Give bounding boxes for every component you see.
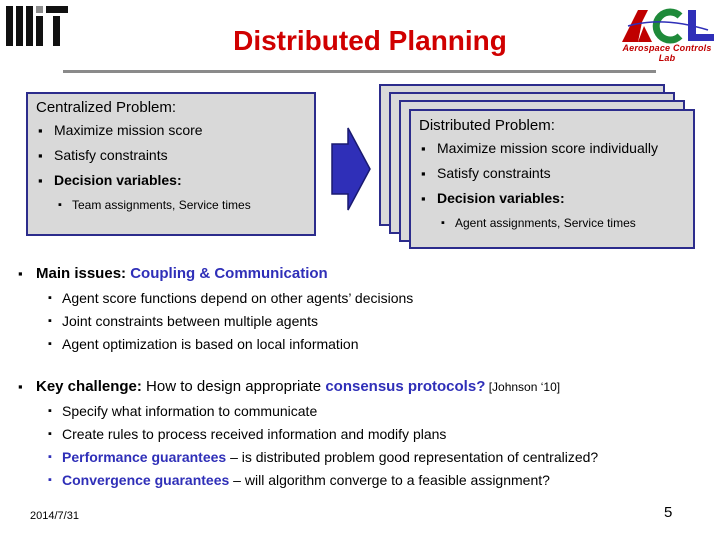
footer-date: 2014/7/31 (30, 510, 79, 522)
convergence-guarantee-label: Convergence guarantees (62, 472, 230, 488)
centralized-item: ▪ Satisfy constraints (36, 147, 306, 164)
distributed-item: ▪ Decision variables: (419, 190, 685, 207)
distributed-problem-box (409, 109, 695, 249)
main-issues-item: ▪ Joint constraints between multiple agents (18, 312, 708, 330)
centralized-sub-item: ▪ Team assignments, Service times (36, 197, 306, 214)
distributed-title: Distributed Problem: (419, 117, 555, 134)
distributed-item: ▪ Maximize mission score individually (419, 140, 685, 157)
title-divider (63, 70, 656, 73)
centralized-problem-box (26, 92, 316, 236)
convergence-guarantee-item (18, 471, 708, 489)
main-issues-highlight: Coupling & Communication (130, 265, 328, 282)
main-issues-bullet (18, 264, 708, 284)
performance-guarantee-label: Performance guarantees (62, 449, 227, 465)
distributed-sub-item: ▪ Agent assignments, Service times (419, 215, 685, 232)
key-challenge-bullet (18, 377, 708, 397)
centralized-title: Centralized Problem: (36, 99, 177, 116)
key-challenge-text: How to design appropriate (146, 378, 326, 395)
acl-logo (618, 6, 716, 63)
centralized-item: ▪ Maximize mission score (36, 122, 306, 139)
main-issues-item: ▪ Agent score functions depend on other agents’ decisions (18, 289, 708, 307)
key-challenge-label: Key challenge: (36, 378, 147, 395)
main-content (18, 264, 708, 489)
convergence-guarantee-text: – will algorithm converge to a feasible assignment? (229, 472, 550, 488)
main-issues-item: ▪ Agent optimization is based on local information (18, 335, 708, 353)
right-arrow-icon (330, 126, 372, 212)
key-challenge-item: ▪ Specify what information to communicate (18, 402, 708, 420)
mit-logo (6, 6, 68, 46)
key-challenge-reference: [Johnson ‘10] (485, 380, 561, 394)
acl-logo-subtitle: Aerospace Controls Lab (622, 43, 712, 63)
page-number: 5 (664, 504, 673, 521)
slide-title: Distributed Planning (233, 25, 507, 56)
key-challenge-item: ▪ Create rules to process received information and modify plans (18, 425, 708, 443)
distributed-item: ▪ Satisfy constraints (419, 165, 685, 182)
performance-guarantee-text: – is distributed problem good representation of centralized? (226, 449, 599, 465)
performance-guarantee-item (18, 448, 708, 466)
key-challenge-highlight: consensus protocols? (325, 378, 486, 395)
centralized-item: ▪ Decision variables: (36, 172, 306, 189)
main-issues-label: Main issues: (36, 265, 131, 282)
